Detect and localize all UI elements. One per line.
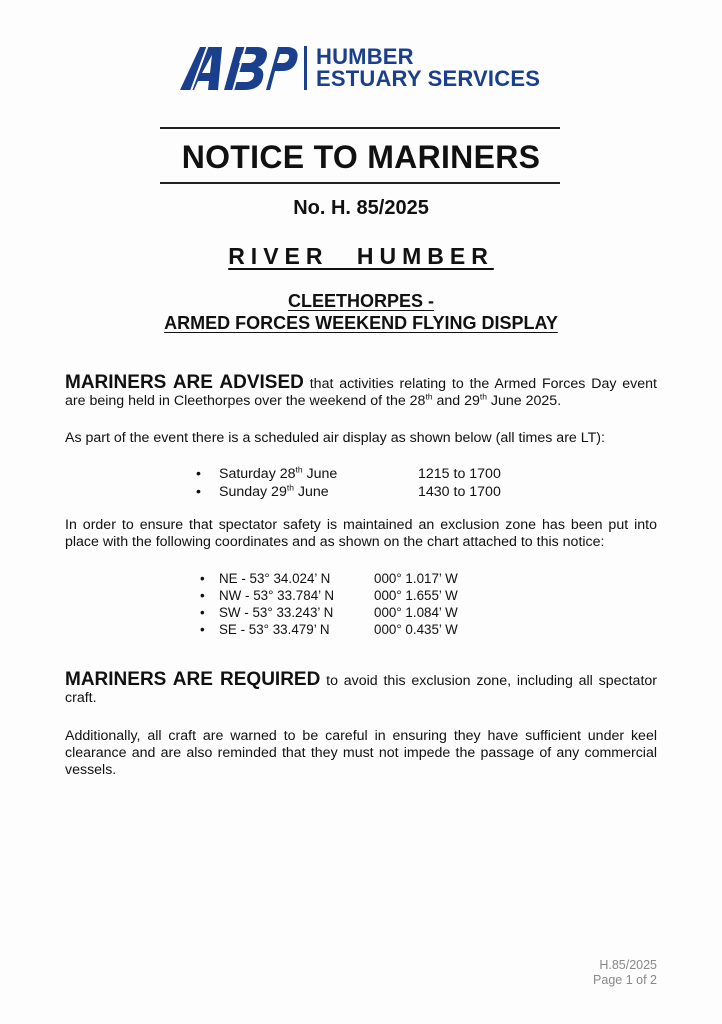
schedule-time: 1430 to 1700 (418, 484, 501, 500)
display-intro: As part of the event there is a scheduled air display as shown below (all times are LT): (65, 430, 605, 446)
advised-text-3: June 2025. (486, 393, 562, 409)
coordinate-longitude: 000° 1.655’ W (374, 588, 458, 603)
advised-sup-1: th (425, 391, 433, 402)
coordinate-latitude: SE - 53° 33.479’ N (219, 622, 330, 637)
area-heading: RIVER HUMBER (228, 243, 494, 269)
advised-lead: MARINERS ARE ADVISED (65, 372, 304, 393)
zone-intro: In order to ensure that spectator safety is maintained an exclusion zone has been put into place with the following coordinates and as shown on the chart attached to this notice: (65, 517, 657, 550)
bullet-icon: • (200, 622, 205, 637)
organisation-name (316, 46, 540, 90)
footer-page-number: Page 1 of 2 (593, 973, 657, 987)
page-title: NOTICE TO MARINERS (181, 139, 541, 175)
advised-sup-2: th (479, 391, 487, 402)
bullet-icon: • (200, 571, 205, 586)
bullet-icon: • (196, 484, 201, 500)
bullet-icon: • (196, 466, 201, 482)
organisation-line-1: HUMBER (316, 44, 414, 69)
advised-text-1: that activities relating to the Armed Forces Day event are being held in Cleethorpes over the weekend of the 28 (65, 376, 657, 409)
coordinate-latitude: NE - 53° 34.024’ N (219, 571, 331, 586)
title-rule-bottom (160, 182, 560, 184)
coordinate-longitude: 000° 1.084’ W (374, 605, 458, 620)
organisation-line-2: ESTUARY SERVICES (316, 66, 541, 91)
required-paragraph (65, 671, 657, 707)
logo-separator (304, 46, 307, 90)
schedule-day: Saturday 28th June (219, 464, 338, 482)
required-text: to avoid this exclusion zone, including all spectator craft. (65, 673, 657, 706)
coordinate-longitude: 000° 0.435’ W (374, 622, 458, 637)
subtitle-line-2: ARMED FORCES WEEKEND FLYING DISPLAY (164, 313, 558, 333)
subtitle-line-1: CLEETHORPES - (287, 291, 434, 311)
coordinate-latitude: NW - 53° 33.784’ N (219, 588, 335, 603)
page-footer (593, 958, 657, 988)
abp-logo (178, 44, 548, 94)
required-lead: MARINERS ARE REQUIRED (65, 669, 321, 690)
schedule-time: 1215 to 1700 (418, 466, 501, 482)
footer-reference: H.85/2025 (599, 958, 657, 972)
additional-paragraph: Additionally, all craft are warned to be careful in ensuring they have sufficient under keel clearance and are also reminded that they must not impede the passage of any commercial vessels. (65, 728, 657, 778)
coordinate-longitude: 000° 1.017’ W (374, 571, 458, 586)
bullet-icon: • (200, 605, 205, 620)
schedule-day: Sunday 29th June (219, 482, 329, 500)
advised-text-2: and 29 (432, 393, 480, 409)
coordinate-latitude: SW - 53° 33.243’ N (219, 605, 334, 620)
bullet-icon: • (200, 588, 205, 603)
abp-logo-mark (178, 45, 298, 91)
advised-paragraph (65, 374, 657, 410)
notice-number: No. H. 85/2025 (293, 197, 429, 219)
title-rule-top (160, 127, 560, 129)
